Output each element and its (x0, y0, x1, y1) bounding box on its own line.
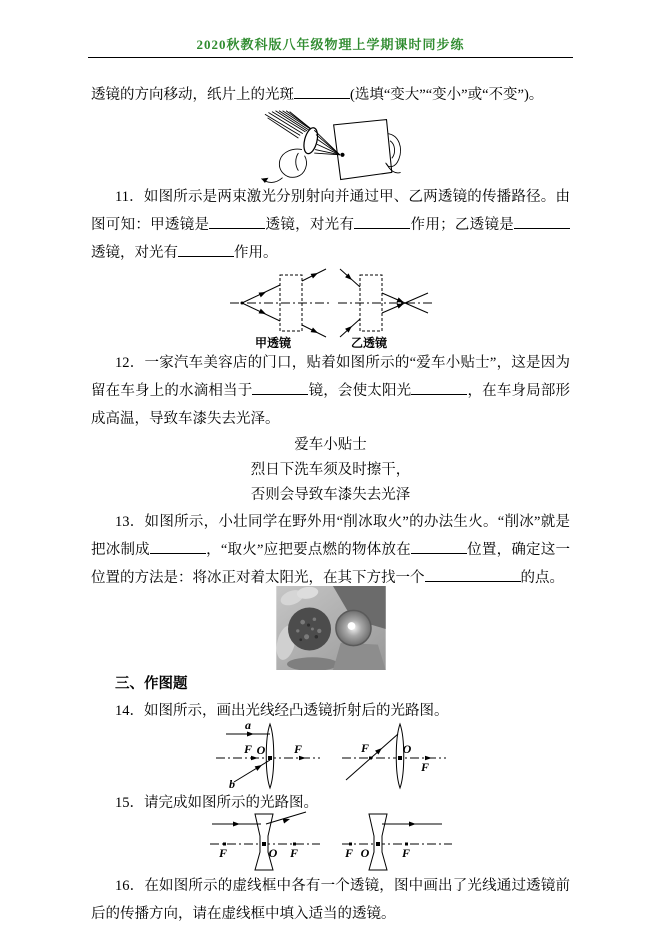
left-hand (261, 149, 306, 183)
blank-field (354, 215, 410, 229)
q11-lens-ray-diagram (226, 267, 436, 349)
blank-field (411, 540, 467, 554)
q12-seg: ，在车身局部形成高温，导致车漆失去光泽。 (91, 383, 571, 427)
ice-disc (288, 607, 331, 650)
figure-hands-lens (91, 109, 570, 183)
blank-field (252, 381, 308, 395)
focal-label: F (401, 846, 410, 860)
focal-label: F (420, 760, 429, 774)
focal-label: F (243, 742, 252, 756)
question-10-continuation (91, 81, 570, 109)
jia-lens-label: 甲透镜 (254, 336, 291, 349)
yi-lens-label: 乙透镜 (350, 336, 387, 349)
ice-lens-photo (275, 586, 387, 670)
focal-label: F (344, 846, 353, 860)
hands-lens-illustration (246, 109, 416, 183)
figure-q14-convex (91, 718, 570, 790)
center-label: O (360, 846, 369, 860)
blank-field (209, 215, 265, 229)
q14-diagram-left (212, 718, 324, 790)
center-label: O (402, 742, 411, 756)
q13-seg: 的点。 (520, 570, 564, 586)
focused-light-spot (347, 622, 355, 630)
q11-seg: 透镜，对光有 (91, 245, 178, 261)
q11-seg: 11．如图所示是两束激光分别射向并通过甲、乙两透镜的传播路径。由图可知：甲透镜是 (91, 189, 570, 233)
header-divider (88, 57, 573, 58)
blank-field (514, 215, 570, 229)
q15-diagram-right (338, 810, 456, 872)
q10-text-pre: 透镜的方向移动，纸片上的光斑 (91, 87, 294, 103)
q13-seg: 位置，确定这一位置的方法是：将冰正对着太阳光，在其下方找一个 (91, 542, 571, 586)
blank-field (425, 568, 521, 582)
ray-b-label: b (228, 777, 235, 790)
focal-label: F (289, 846, 298, 860)
question-11-text (91, 183, 570, 267)
q11-seg: 作用；乙透镜是 (410, 217, 515, 233)
focal-label: F (360, 741, 369, 755)
q12-seg: 镜，会使太阳光 (308, 383, 412, 399)
figure-q15-concave (91, 810, 570, 872)
section-3-heading: 三、作图题 (115, 676, 188, 692)
blank-field (411, 381, 467, 395)
paper-sheet (333, 120, 391, 180)
question-16-text: 16．在如图所示的虚线框中各有一个透镜，图中画出了光线通过透镜前后的传播方向，请在虚线框中填入适当的透镜。 (91, 878, 570, 922)
figure-q11-lenses (91, 267, 570, 349)
worksheet-content (0, 81, 661, 928)
focal-label: F (293, 742, 302, 756)
question-15-text: 15．请完成如图所示的光路图。 (115, 795, 318, 811)
question-14-text: 14．如图所示，画出光线经凸透镜折射后的光路图。 (115, 703, 449, 719)
center-label: O (268, 846, 277, 860)
q12-seg: 12．一家汽车美容店的门口，贴着如图所示的“爱车小贴士”，这是因为留在车身上的水滴相当于 (91, 355, 570, 399)
focal-label: F (218, 846, 227, 860)
q11-seg: 透镜，对光有 (265, 217, 355, 233)
light-spot (340, 153, 344, 157)
q13-seg: 13．如图所示，小壮同学在野外用“削冰取火”的办法生火。“削冰”就是把冰制成 (91, 514, 570, 558)
lens-shape (301, 126, 319, 155)
page-header-title: 2020秋教科版八年级物理上学期课时同步练 (196, 37, 465, 52)
notice-line-2: 否则会导致车漆失去光泽 (250, 487, 411, 503)
q11-seg: 作用。 (234, 245, 278, 261)
blank-field (150, 540, 206, 554)
blank-field (178, 243, 234, 257)
q10-text-post: (选填“变大”“变小”或“不变”)。 (350, 87, 544, 103)
q13-seg: ，“取火”应把要点燃的物体放在 (205, 542, 411, 558)
notice-title: 爱车小贴士 (294, 437, 367, 453)
q14-diagram-right (338, 718, 450, 790)
ray-a-label: a (244, 718, 251, 732)
notice-line-1: 烈日下洗车须及时擦干， (250, 462, 411, 478)
figure-ice-lens-photo (91, 586, 570, 670)
blank-field (294, 85, 350, 99)
question-12-text (91, 349, 570, 433)
center-label: O (256, 743, 265, 757)
question-13-text (91, 508, 570, 592)
q15-diagram-left (206, 810, 324, 872)
